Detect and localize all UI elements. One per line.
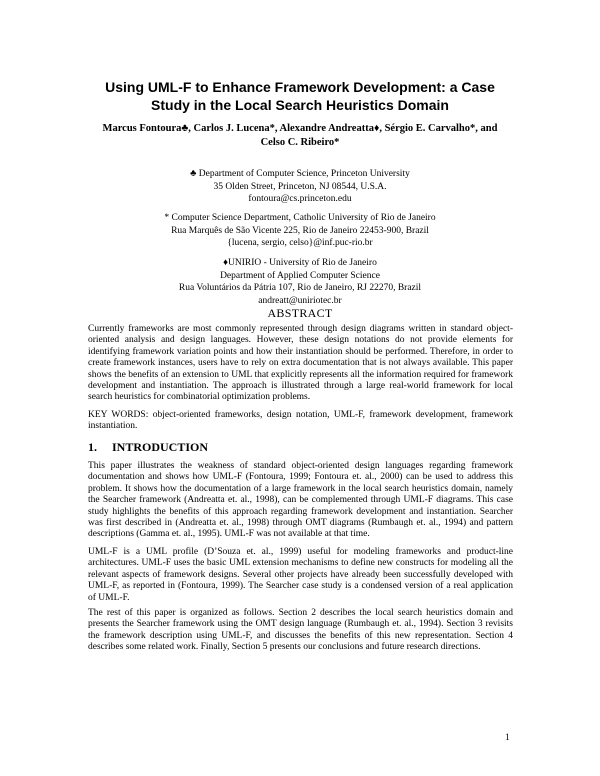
authors-line-2: Celso C. Ribeiro* bbox=[260, 137, 340, 148]
intro-paragraph-3: The rest of this paper is organized as follows. Section 2 describes the local search heuristics domain and presents the Searcher framework using the OMT design language (Rumbaugh et. al., 1994). Section 3 revisits the framework description using UML-F, and discusses the benefits of this new representation. Section 4 describes some related work. Finally, Section 5 presents our conclusions and future research directions. bbox=[88, 608, 513, 653]
intro-paragraph-1: This paper illustrates the weakness of standard object-oriented design languages regarding framework documentation and shows how UML-F (Fontoura, 1999; Fontoura et. al., 2000) can be used to address this problem. It shows how the documentation of a large framework in the local search heuristics domain, namely the Searcher framework (Andreatta et. al., 1998), can be complemented through UML-F diagrams. This case study highlights the benefits of this approach regarding framework development and instantiation. Searcher was first described in (Andreatta et. al., 1998) through OMT diagrams (Rumbaugh et. al., 1994) and pattern descriptions (Gamma et. al., 1995). UML-F was not available at that time. bbox=[88, 461, 513, 540]
affiliation-line: Rua Marquês de São Vicente 225, Rio de Janeiro 22453-900, Brazil bbox=[171, 225, 429, 236]
affiliation-email: fontoura@cs.princeton.edu bbox=[248, 194, 352, 204]
intro-paragraph-2: UML-F is a UML profile (D’Souza et. al., 1999) useful for modeling frameworks and product-line architectures. UML-F uses the basic UML extension mechanisms to define new constructs for modeling all the relevant aspects of framework designs. Several other projects have already been successfully developed with UML-F, as reported in (Fontoura, 1999). The Searcher case study is a condensed version of a real application of UML-F. bbox=[88, 547, 513, 603]
section-title: INTRODUCTION bbox=[112, 440, 209, 454]
affiliation-line: 35 Olden Street, Princeton, NJ 08544, U.S.A. bbox=[213, 181, 387, 192]
affiliation-line: * Computer Science Department, Catholic University of Rio de Janeiro bbox=[164, 213, 436, 223]
author-list bbox=[70, 122, 530, 150]
affiliation-email: {lucena, sergio, celso}@inf.puc-rio.br bbox=[227, 238, 373, 248]
section-number: 1. bbox=[88, 440, 97, 454]
affiliation-email: andreatt@uniriotec.br bbox=[258, 295, 342, 306]
paper-title bbox=[60, 78, 540, 114]
section-heading-introduction bbox=[88, 440, 208, 455]
affiliation-puc-rio bbox=[90, 212, 510, 250]
affiliation-line: ♣ Department of Computer Science, Princeton University bbox=[190, 169, 410, 179]
abstract-heading: ABSTRACT bbox=[267, 306, 333, 320]
title-line-2: Study in the Local Search Heuristics Domain bbox=[151, 97, 449, 113]
affiliation-line: Rua Voluntários da Pátria 107, Rio de Janeiro, RJ 22270, Brazil bbox=[178, 283, 422, 293]
affiliation-line: Department of Applied Computer Science bbox=[220, 270, 380, 281]
affiliation-line: ♦UNIRIO - University of Rio de Janeiro bbox=[223, 258, 377, 268]
authors-line-1: Marcus Fontoura♣, Carlos J. Lucena*, Alexandre Andreatta♦, Sérgio E. Carvalho*, and bbox=[102, 123, 498, 134]
affiliation-princeton bbox=[90, 168, 510, 206]
abstract-body: Currently frameworks are most commonly represented through design diagrams written in standard object-oriented analysis and design languages. However, these design notations do not provide elements for identifying framework variation points and how their instantiation should be performed. Therefore, in order to create framework instances, users have to rely on extra documentation that is not always available. This paper shows the benefits of an extension to UML that explicitly represents all the information required for framework development and instantiation. The approach is illustrated through a large real-world framework for local search heuristics for combinatorial optimization problems. bbox=[88, 324, 513, 403]
page-number: 1 bbox=[505, 733, 510, 743]
title-line-1: Using UML-F to Enhance Framework Development: a Case bbox=[105, 79, 495, 95]
affiliation-unirio bbox=[90, 257, 510, 307]
keywords: KEY WORDS: object-oriented frameworks, design notation, UML-F, framework development, framework instantiation. bbox=[88, 410, 513, 432]
